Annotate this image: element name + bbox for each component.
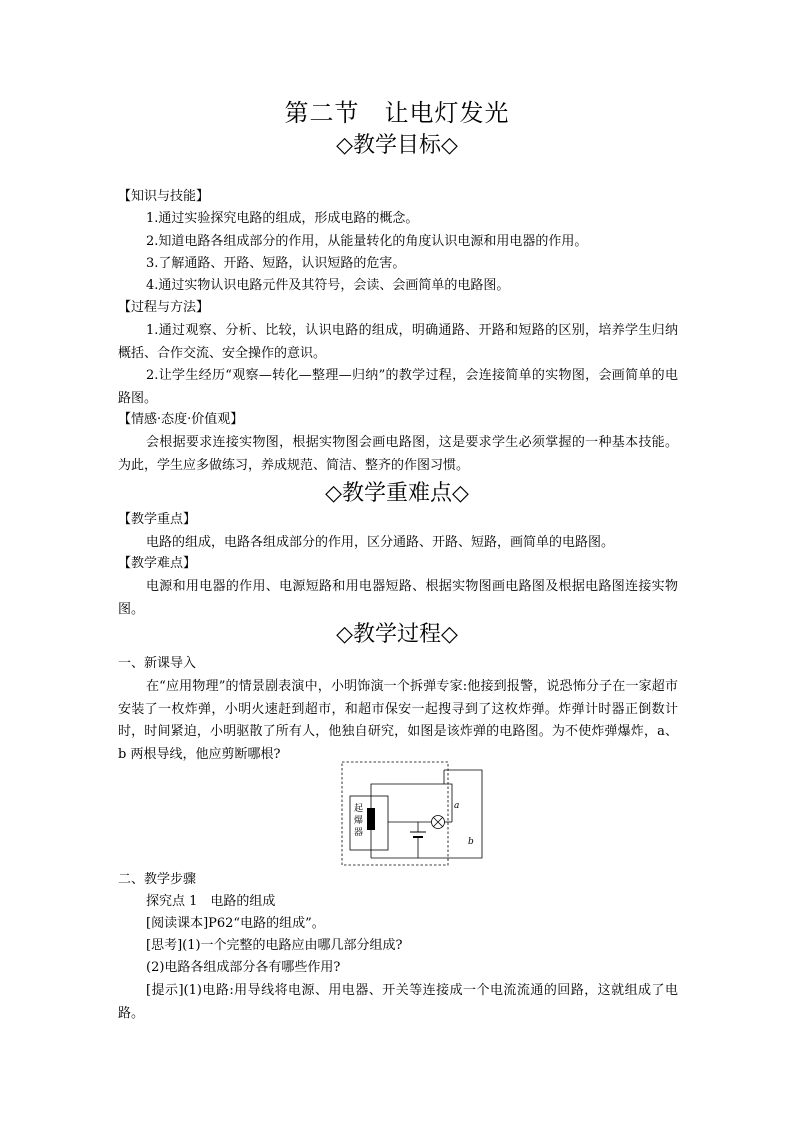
intro-label: 一、新课导入	[118, 656, 197, 671]
heading-objectives: ◇教学目标◇	[336, 133, 458, 158]
detonator-label-1: 起	[354, 804, 364, 814]
detonator-element	[367, 808, 375, 830]
knowledge-item-1: 1.通过实验探究电路的组成，形成电路的概念。	[146, 211, 419, 226]
steps-line-3: [思考](1)一个完整的电路应由哪几部分组成?	[146, 938, 403, 953]
difficult-text: 电源和用电器的作用、电源短路和用电器短路、根据实物图画电路图及根据电路图连接实物图。	[118, 579, 678, 617]
steps-line-1: 探究点 1 电路的组成	[146, 894, 276, 909]
knowledge-item-3: 3.了解通路、开路、短路，认识短路的危害。	[146, 256, 406, 271]
section-label-knowledge: 【知识与技能】	[118, 189, 210, 204]
detonator-label-3: 器	[354, 828, 364, 838]
bomb-circuit-diagram	[338, 760, 484, 868]
heading-process: ◇教学过程◇	[336, 622, 458, 647]
steps-line-4: (2)电路各组成部分各有哪些作用?	[146, 960, 341, 975]
heading-key-points: ◇教学重难点◇	[325, 481, 469, 506]
steps-hint: [提示](1)电路:用导线将电源、用电器、开关等连接成一个电流流通的回路，这就组成了电路。	[118, 983, 678, 1021]
detonator-label-2: 爆	[354, 816, 364, 826]
steps-line-2: [阅读课本]P62“电路的组成”。	[146, 916, 325, 931]
wire-b-label: b	[468, 837, 474, 847]
section-label-key: 【教学重点】	[118, 512, 197, 527]
emotion-text: 会根据要求连接实物图，根据实物图会画电路图，这是要求学生必须掌握的一种基本技能。为此，学生应多做练习，养成规范、简洁、整齐的作图习惯。	[118, 435, 678, 473]
knowledge-item-4: 4.通过实物认识电路元件及其符号，会读、会画简单的电路图。	[146, 278, 510, 293]
process-method-item-1: 1.通过观察、分析、比较，认识电路的组成，明确通路、开路和短路的区别，培养学生归纳概括、合作交流、安全操作的意识。	[118, 323, 678, 361]
wire-a-label: a	[454, 801, 460, 811]
section-label-emotion: 【情感·态度·价值观】	[118, 412, 244, 427]
knowledge-item-2: 2.知道电路各组成部分的作用，从能量转化的角度认识电源和用电器的作用。	[146, 234, 588, 249]
steps-label: 二、教学步骤	[118, 872, 197, 887]
page-title: 第二节 让电灯发光	[284, 99, 510, 127]
process-method-item-2: 2.让学生经历“观察—转化—整理—归纳”的教学过程，会连接简单的实物图，会画简单的电路图。	[118, 368, 678, 406]
section-label-process-method: 【过程与方法】	[118, 300, 210, 315]
section-label-difficult: 【教学难点】	[118, 556, 197, 571]
intro-text: 在“应用物理”的情景剧表演中，小明饰演一个拆弹专家:他接到报警，说恐怖分子在一家超市安装了一枚炸弹，小明火速赶到超市，和超市保安一起搜寻到了这枚炸弹。炸弹计时器正倒数计时，时间紧迫，小明驱散了所有人，他独自研究，如图是该炸弹的电路图。为不使炸弹爆炸，a、b 两根导线，他应剪断哪根?	[118, 679, 678, 762]
key-text: 电路的组成，电路各组成部分的作用，区分通路、开路、短路，画简单的电路图。	[146, 535, 615, 550]
